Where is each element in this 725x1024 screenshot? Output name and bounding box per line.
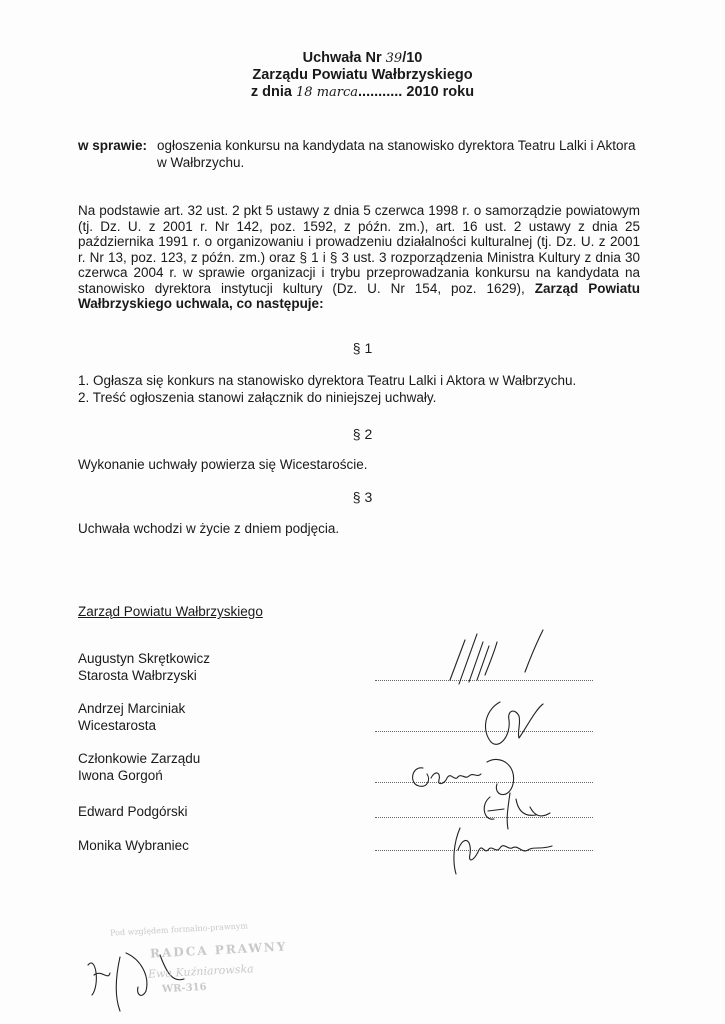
section-2-heading: § 2 — [352, 426, 373, 442]
section-1-list — [78, 372, 658, 406]
stamp-text: WR-316 — [161, 981, 207, 996]
resolution-date-line — [0, 84, 725, 101]
section-3-heading: § 3 — [352, 489, 373, 505]
subject-block — [78, 137, 648, 171]
member-block — [78, 804, 188, 821]
date-dots: ........... — [358, 84, 403, 100]
board-title: Zarząd Powiatu Wałbrzyskiego — [78, 604, 263, 619]
signature-wybraniec — [440, 820, 580, 880]
stamp-text: RADCA PRAWNY — [149, 939, 288, 961]
member-block — [78, 651, 210, 684]
member-block — [78, 838, 189, 855]
member-role: Starosta Wałbrzyski — [78, 667, 197, 683]
legal-basis-paragraph — [78, 203, 640, 312]
legal-basis-text: Na podstawie art. 32 ust. 2 pkt 5 ustawy z dnia 5 czerwca 1998 r. o samorządzie powiatowym (tj. Dz. U. z 2001 r. Nr 142, poz. 1592, z późn. zm.), art. 16 ust. 2 ustawy z dnia 25 października 1991 r. o organizowaniu i prowadzeniu działalności kulturalnej (tj. Dz. U. z 2001 r. Nr 13, poz. 123, z późn. zm.) oraz § 1 i § 3 ust. 3 rozporządzenia Ministra Kultury z dnia 30 czerwca 2004 r. w sprawie organizacji i trybu przeprowadzania konkursu na kandydata na stanowisko dyrektora instytucji kultury (Dz. U. Nr 154, poz. 1629), — [78, 203, 640, 296]
subject-label: w sprawie: — [78, 138, 148, 153]
section-3-text: Uchwała wchodzi w życie z dniem podjęcia. — [78, 521, 340, 536]
resolution-year-suffix: /10 — [402, 50, 423, 66]
resolution-number-handwritten: 39 — [385, 51, 403, 66]
member-name: Andrzej Marciniak — [78, 701, 186, 716]
member-block — [78, 701, 185, 734]
member-role: Członkowie Zarządu — [78, 751, 201, 766]
member-name: Monika Wybraniec — [78, 838, 189, 853]
member-name: Augustyn Skrętkowicz — [78, 651, 211, 666]
legal-basis-conclusion: Zarząd Powiatu Wałbrzyskiego uchwala, co następuje: — [78, 280, 640, 311]
section-1-heading: § 1 — [352, 340, 373, 356]
list-item: 2. Treść ogłoszenia stanowi załącznik do niniejszej uchwały. — [78, 390, 437, 405]
resolution-header — [0, 50, 725, 101]
stamp-text: Pod względem formalno-prawnym — [109, 921, 249, 938]
member-name: Iwona Gorgoń — [78, 767, 163, 783]
stamp-text: Ewa Kuźniarowska — [147, 962, 254, 981]
member-block — [78, 751, 200, 784]
issuing-body: Zarządu Powiatu Wałbrzyskiego — [252, 67, 473, 83]
date-prefix: z dnia — [250, 84, 292, 100]
resolution-number-line — [0, 50, 725, 67]
signature-skretkowicz — [425, 620, 565, 695]
member-name: Edward Podgórski — [78, 804, 188, 819]
member-role: Wicestarosta — [78, 717, 157, 733]
resolution-label: Uchwała Nr — [302, 50, 382, 66]
section-2-text: Wykonanie uchwały powierza się Wicestaroście. — [78, 457, 368, 472]
list-item: 1. Ogłasza się konkurs na stanowisko dyrektora Teatru Lalki i Aktora w Wałbrzychu. — [78, 373, 577, 388]
subject-text: ogłoszenia konkursu na kandydata na stanowisko dyrektora Teatru Lalki i Aktora w Wałbrzychu. — [157, 138, 636, 170]
date-year: 2010 roku — [406, 84, 475, 100]
legal-advisor-stamp — [100, 921, 288, 1015]
date-handwritten: 18 marca — [296, 85, 359, 100]
